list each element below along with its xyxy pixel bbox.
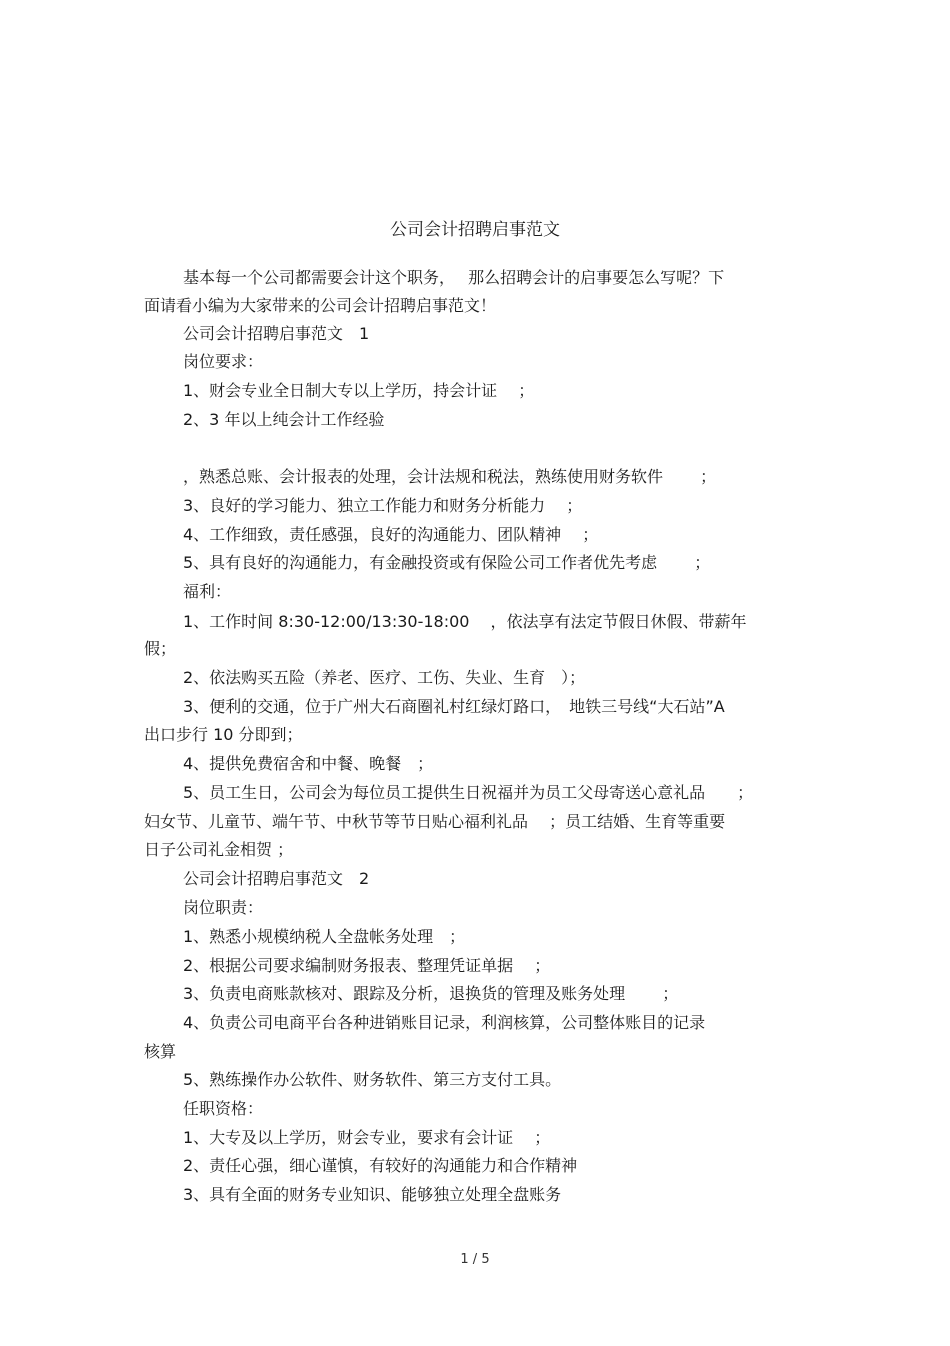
subheading: 岗位要求： (183, 352, 264, 371)
list-item: 2、责任心强，细心谨慎，有较好的沟通能力和合作精神 (183, 1156, 578, 1175)
list-item-continuation: 假； (144, 639, 177, 658)
document-title: 公司会计招聘启事范文 (390, 220, 560, 240)
list-item-continuation: 妇女节、儿童节、端午节、中秋节等节日贴心福利礼品 ；员工结婚、生育等重要 (144, 812, 726, 831)
list-item-continuation: 核算 (144, 1042, 177, 1061)
list-item: 3、负责电商账款核对、跟踪及分析，退换货的管理及账务处理 ； (183, 984, 679, 1003)
list-item: 2、依法购买五险（养老、医疗、工伤、失业、生育 ）； (183, 668, 586, 687)
list-item: 1、财会专业全日制大专以上学历，持会计证 ； (183, 381, 535, 400)
list-item: 1、大专及以上学历，财会专业，要求有会计证 ； (183, 1128, 551, 1147)
list-item: 4、负责公司电商平台各种进销账目记录，利润核算，公司整体账目的记录 (183, 1013, 706, 1032)
list-item: 1、熟悉小规模纳税人全盘帐务处理 ； (183, 927, 466, 946)
list-item-continuation: 日子公司礼金相贺 ； (144, 840, 294, 859)
list-item: 4、工作细致，责任感强，良好的沟通能力、团队精神 ； (183, 525, 599, 544)
list-item: 5、员工生日，公司会为每位员工提供生日祝福并为员工父母寄送心意礼品 ； (183, 783, 754, 802)
list-item: 4、提供免费宿舍和中餐、晚餐 ； (183, 754, 434, 773)
section-heading: 公司会计招聘启事范文 2 (183, 869, 370, 888)
subheading: 任职资格： (183, 1099, 264, 1118)
list-item: 1、工作时间 8:30-12:00/13:30-18:00 ，依法享有法定节假日休假、带薪年 (183, 612, 747, 631)
list-item: 2、根据公司要求编制财务报表、整理凭证单据 ； (183, 956, 551, 975)
subheading: 福利： (183, 582, 232, 601)
list-item: 2、3 年以上纯会计工作经验 (183, 410, 385, 429)
list-item: 5、具有良好的沟通能力，有金融投资或有保险公司工作者优先考虑 ； (183, 553, 711, 572)
list-item-continuation: ，熟悉总账、会计报表的处理，会计法规和税法，熟练使用财务软件 ； (183, 467, 717, 486)
section-heading: 公司会计招聘启事范文 1 (183, 324, 370, 343)
list-item: 3、良好的学习能力、独立工作能力和财务分析能力 ； (183, 496, 583, 515)
list-item: 3、具有全面的财务专业知识、能够独立处理全盘账务 (183, 1185, 562, 1204)
paragraph-line: 面请看小编为大家带来的公司会计招聘启事范文！ (144, 296, 497, 315)
paragraph-line: 基本每一个公司都需要会计这个职务， 那么招聘会计的启事要怎么写呢？下 (183, 268, 725, 287)
list-item: 5、熟练操作办公软件、财务软件、第三方支付工具。 (183, 1070, 562, 1089)
list-item-continuation: 出口步行 10 分即到； (144, 725, 303, 744)
page-number: 1 / 5 (460, 1252, 490, 1267)
subheading: 岗位职责： (183, 898, 264, 917)
list-item: 3、便利的交通，位于广州大石商圈礼村红绿灯路口， 地铁三号线“大石站”A (183, 697, 725, 716)
